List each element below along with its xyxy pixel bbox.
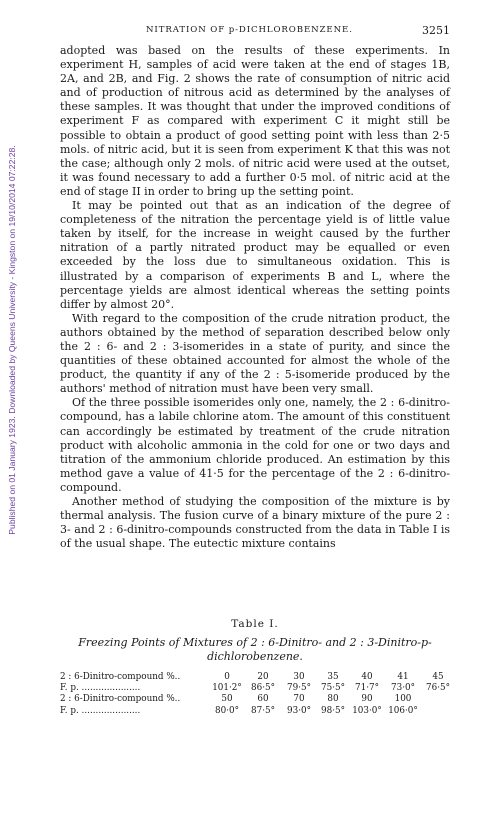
table-cell: 71·7° — [355, 683, 379, 694]
paragraph: With regard to the composition of the crude nitration product, the authors obtained by the method of separation described below only the 2 : 6- and 2 : 3-isomerides in a state of purity, and since the quantities of these obtained accounted for almost the whole of the product, the quantity if any of the 2 : 5-isomeride produced by the authors' method of nitration must have been very small. — [60, 311, 450, 396]
table-cell: 101·2° — [212, 683, 242, 694]
download-watermark — [4, 60, 20, 620]
row-header: 2 : 6-Dinitro-compound %.. — [60, 694, 181, 705]
download-watermark-text: Published on 01 January 1923. Downloaded by Queens University - Kingston on 19/10/2014 07:22:28. — [7, 145, 17, 535]
paragraph: Of the three possible isomerides only one, namely, the 2 : 6-dinitro-compound, has a labile chlorine atom. The amount of this constituent can accordingly be estimated by treatment of the crude nitration product with alcoholic ammonia in the cold for one or two days and titration of the ammonium chloride produced. An estimation by this method gave a value of 41·5 for the percentage of the 2 : 6-dinitro-compound. — [60, 396, 450, 494]
table-cell: 41 — [397, 672, 409, 682]
table-cell: 87·5° — [251, 705, 275, 716]
table-cell: 86·5° — [251, 683, 275, 694]
table-cell: 0 — [224, 672, 230, 682]
table-cell: 100 — [394, 694, 412, 705]
body-text — [60, 44, 450, 551]
table-cell: 50 — [221, 694, 233, 705]
table-cell: 70 — [293, 694, 305, 705]
paragraph: adopted was based on the results of these experiments. In experiment H, samples of acid were taken at the end of stages 1B, 2A, and 2B, and Fig. 2 shows the rate of consumption of nitric acid and of production of nitrous acid as determined by the analyses of these samples. It was thought that under the improved conditions of experiment F as compared with experiment C it might still be possible to obtain a product of good setting point with less than 2·5 mols. of nitric acid, but it is seen from experiment K that this was not the case; although only 2 mols. of nitric acid were used at the outset, it was found necessary to add a further 0·5 mol. of nitric acid at the end of stage II in order to bring up the setting point. — [60, 44, 450, 198]
table-cell: 75·5° — [321, 683, 345, 694]
running-head — [60, 25, 450, 39]
paragraph: Another method of studying the composition of the mixture is by thermal analysis. The fusion curve of a binary mixture of the pure 2 : 3- and 2 : 6-dinitro-compounds constructed from the data in Table I is of the usual shape. The eutectic mixture contains — [60, 495, 450, 551]
table-cell: 40 — [361, 672, 373, 682]
table-cell: 35 — [327, 672, 339, 682]
table-row — [60, 706, 452, 717]
table-cell: 93·0° — [287, 705, 311, 716]
table-cell: 103·0° — [352, 705, 382, 716]
page-number: 3251 — [422, 24, 450, 37]
table-cell: 45 — [432, 672, 444, 682]
table-row — [60, 694, 452, 705]
running-head-title: NITRATION OF p-DICHLOROBENZENE. — [146, 25, 353, 35]
table-cell: 20 — [257, 672, 269, 682]
table-caption: Freezing Points of Mixtures of 2 : 6-Dinitro- and 2 : 3-Dinitro-p-dichlorobenzene. — [78, 636, 432, 663]
table-cell: 76·5° — [426, 683, 450, 694]
freezing-point-table — [60, 672, 452, 717]
row-header: F. p. ..................... — [60, 683, 141, 694]
row-header: 2 : 6-Dinitro-compound %.. — [60, 672, 181, 682]
paragraph: It may be pointed out that as an indication of the degree of completeness of the nitration the percentage yield is of little value taken by itself, for the increase in weight caused by the further nitration of a partly nitrated product may be equalled or even exceeded by the loss due to simultaneous oxidation. This is illustrated by a comparison of experiments B and L, where the percentage yields are almost identical whereas the setting points differ by almost 20°. — [60, 199, 450, 311]
table-row — [60, 672, 452, 683]
table-row — [60, 683, 452, 694]
table-cell: 90 — [361, 694, 373, 705]
table-cell: 80·0° — [215, 705, 239, 716]
table-label: Table I. — [231, 618, 279, 630]
table-cell: 30 — [293, 672, 305, 682]
table-cell: 73·0° — [391, 683, 415, 694]
table-cell: 79·5° — [287, 683, 311, 694]
row-header: F. p. ..................... — [60, 705, 141, 716]
table-cell: 98·5° — [321, 705, 345, 716]
table-cell: 80 — [327, 694, 339, 705]
table-cell: 60 — [257, 694, 269, 705]
table-cell: 106·0° — [388, 705, 418, 716]
